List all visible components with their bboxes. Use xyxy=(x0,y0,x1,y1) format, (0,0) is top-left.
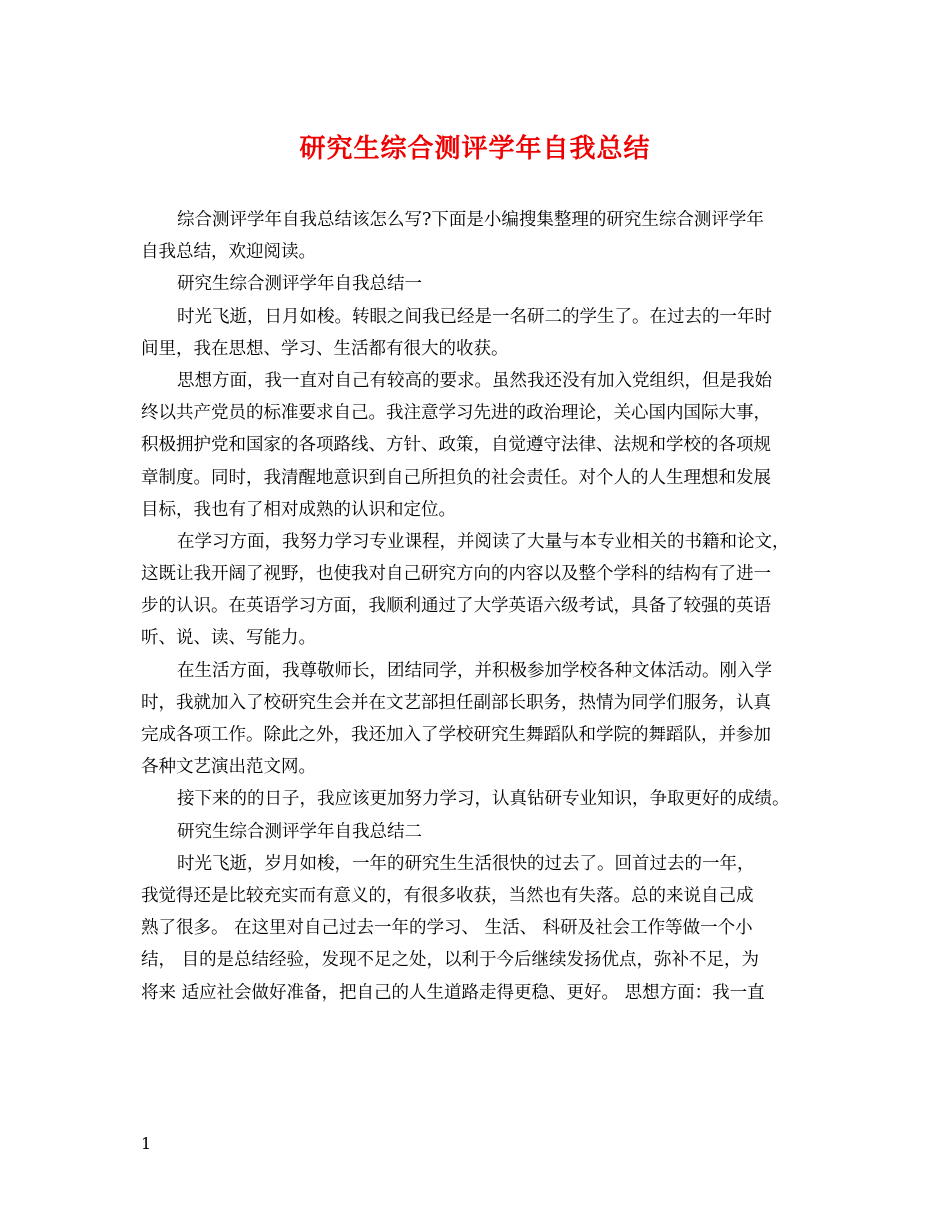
text-line: 终以共产党员的标准要求自己。我注意学习先进的政治理论，关心国内国际大事， xyxy=(141,403,771,424)
text-line: 在生活方面，我尊敬师长，团结同学，并积极参加学校各种文体活动。刚入学 xyxy=(177,660,772,681)
text-line: 目标，我也有了相对成熟的认识和定位。 xyxy=(141,499,456,520)
text-line: 接下来的的日子，我应该更加努力学习，认真钻研专业知识，争取更好的成绩。 xyxy=(177,789,790,810)
text-line: 思想方面，我一直对自己有较高的要求。虽然我还没有加入党组织，但是我始 xyxy=(177,370,772,391)
document-title: 研究生综合测评学年自我总结 xyxy=(299,134,651,164)
text-line: 研究生综合测评学年自我总结二 xyxy=(177,821,422,842)
text-line: 时光飞逝，岁月如梭，一年的研究生生活很快的过去了。回首过去的一年， xyxy=(177,853,755,874)
text-line: 自我总结，欢迎阅读。 xyxy=(141,242,316,263)
text-line: 将来 适应社会做好准备，把自己的人生道路走得更稳、更好。 思想方面：我一直 xyxy=(141,982,765,1003)
text-line: 积极拥护党和国家的各项路线、方针、政策，自觉遵守法律、法规和学校的各项规 xyxy=(141,435,771,456)
text-line: 听、说、读、写能力。 xyxy=(141,628,316,649)
text-line: 时，我就加入了校研究生会并在文艺部担任副部长职务，热情为同学们服务，认真 xyxy=(141,692,771,713)
text-line: 结， 目的是总结经验，发现不足之处，以利于今后继续发扬优点，弥补不足，为 xyxy=(141,950,760,971)
page-number: 1 xyxy=(141,1134,152,1153)
text-line: 各种文艺演出范文网。 xyxy=(141,757,316,778)
text-line: 步的认识。在英语学习方面，我顺利通过了大学英语六级考试，具备了较强的英语 xyxy=(141,596,771,617)
text-line: 熟了很多。 在这里对自己过去一年的学习、 生活、 科研及社会工作等做一个小 xyxy=(141,918,753,939)
text-line: 间里，我在思想、学习、生活都有很大的收获。 xyxy=(141,338,509,359)
text-line: 章制度。同时，我清醒地意识到自己所担负的社会责任。对个人的人生理想和发展 xyxy=(141,467,771,488)
text-line: 研究生综合测评学年自我总结一 xyxy=(177,274,422,295)
text-line: 我觉得还是比较充实而有意义的，有很多收获，当然也有失落。总的来说自己成 xyxy=(141,885,754,906)
text-line: 综合测评学年自我总结该怎么写?下面是小编搜集整理的研究生综合测评学年 xyxy=(177,210,764,230)
text-line: 时光飞逝，日月如梭。转眼之间我已经是一名研二的学生了。在过去的一年时 xyxy=(177,306,772,327)
text-line: 这既让我开阔了视野，也使我对自己研究方向的内容以及整个学科的结构有了进一 xyxy=(141,564,771,585)
text-line: 完成各项工作。除此之外，我还加入了学校研究生舞蹈队和学院的舞蹈队，并参加 xyxy=(141,725,771,745)
document-body xyxy=(141,204,821,1009)
text-line: 在学习方面，我努力学习专业课程，并阅读了大量与本专业相关的书籍和论文， xyxy=(177,531,790,552)
